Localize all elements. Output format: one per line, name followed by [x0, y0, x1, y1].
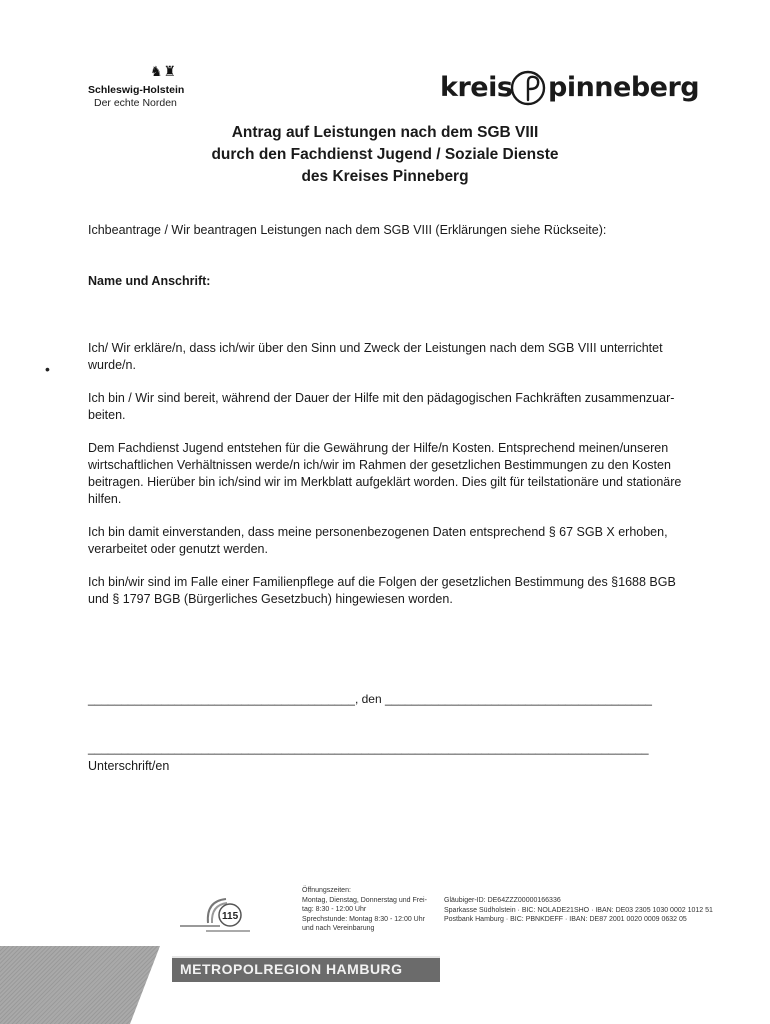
- paragraph-foster-care: Ich bin/wir sind im Falle einer Familienpflege auf die Folgen der gesetzlichen Bestimmung des §1688 BGB und § 1797 BGB (Bürgerliches Gesetzbuch) hingewiesen worden.: [88, 575, 676, 606]
- intro-text: Ichbeantrage / Wir beantragen Leistungen nach dem SGB VIII (Erklärungen siehe Rückseite):: [88, 223, 607, 237]
- county-logo-left: kreis: [440, 72, 513, 103]
- signature-label: Unterschrift/en: [88, 759, 170, 773]
- bank-postbank: Postbank Hamburg · BIC: PBNKDEFF · IBAN: DE87 2001 0020 0009 0632 05: [444, 916, 687, 924]
- kreis-pinneberg-logo: [436, 64, 700, 112]
- creditor-id: Gläubiger-ID: DE64ZZZ00000166336: [444, 897, 561, 904]
- bank-details: [444, 896, 713, 925]
- title-line-1: Antrag auf Leistungen nach dem SGB VIII: [231, 124, 539, 141]
- hours-line-3: tag: 8:30 - 12:00 Uhr: [302, 906, 367, 914]
- hours-line-5: und nach Vereinbarung: [302, 925, 375, 933]
- county-logo-right: pinneberg: [548, 72, 700, 103]
- document-title: [0, 122, 770, 188]
- service-115-icon: [178, 893, 258, 937]
- paragraph-costs: Dem Fachdienst Jugend entstehen für die Gewährung der Hilfe/n Kosten. Entsprechend meinen/unseren wirtschaftlichen Verhältnissen werde/n ich/wir im Rahmen der gesetzlichen Bestimmungen zu den Kosten beitragen. Hierüber bin ich/sind wir im Merkblatt aufgeklärt worden. Dies gilt für teilstationäre und stationäre hilfen.: [88, 441, 682, 506]
- state-logo-slogan: Der echte Norden: [94, 97, 177, 109]
- place-date-line: ________________________________________, den ________________________________________: [88, 692, 652, 706]
- margin-marker: •: [45, 361, 50, 377]
- opening-hours: [302, 886, 427, 934]
- hours-line-1: Öffnungszeiten:: [302, 887, 351, 894]
- name-address-label: Name und Anschrift:: [88, 274, 211, 288]
- service-number: 115: [222, 911, 239, 922]
- county-swirl-icon: [508, 68, 548, 108]
- paragraph-data-consent: Ich bin damit einverstanden, dass meine personenbezogenen Daten entsprechend § 67 SGB X erhoben, verarbeitet oder genutzt werden.: [88, 525, 668, 556]
- coat-of-arms-icon: ♞♜: [150, 63, 178, 79]
- paragraph-cooperation: Ich bin / Wir sind bereit, während der Dauer der Hilfe mit den pädagogischen Fachkräften zusammenzuar-beiten.: [88, 391, 675, 422]
- signature-rule: ____________________________________________________________________________________: [88, 741, 649, 755]
- title-line-2: durch den Fachdienst Jugend / Soziale Dienste: [211, 146, 559, 163]
- schleswig-holstein-logo: [88, 64, 198, 112]
- paragraph-information: Ich/ Wir erkläre/n, dass ich/wir über den Sinn und Zweck der Leistungen nach dem SGB VIII unterrichtet wurde/n.: [88, 341, 663, 372]
- metropolregion-label: METROPOLREGION HAMBURG: [180, 961, 403, 977]
- hours-line-4: Sprechstunde: Montag 8:30 - 12:00 Uhr: [302, 915, 425, 923]
- service-115-logo: [178, 893, 258, 937]
- state-logo-name: Schleswig-Holstein: [88, 84, 185, 96]
- bank-sparkasse: Sparkasse Südholstein · BIC: NOLADE21SHO · IBAN: DE03 2305 1030 0002 1012 51: [444, 906, 713, 914]
- title-line-3: des Kreises Pinneberg: [301, 168, 469, 185]
- metropolregion-banner: [172, 956, 440, 982]
- hours-line-2: Montag, Dienstag, Donnerstag und Frei-: [302, 896, 427, 904]
